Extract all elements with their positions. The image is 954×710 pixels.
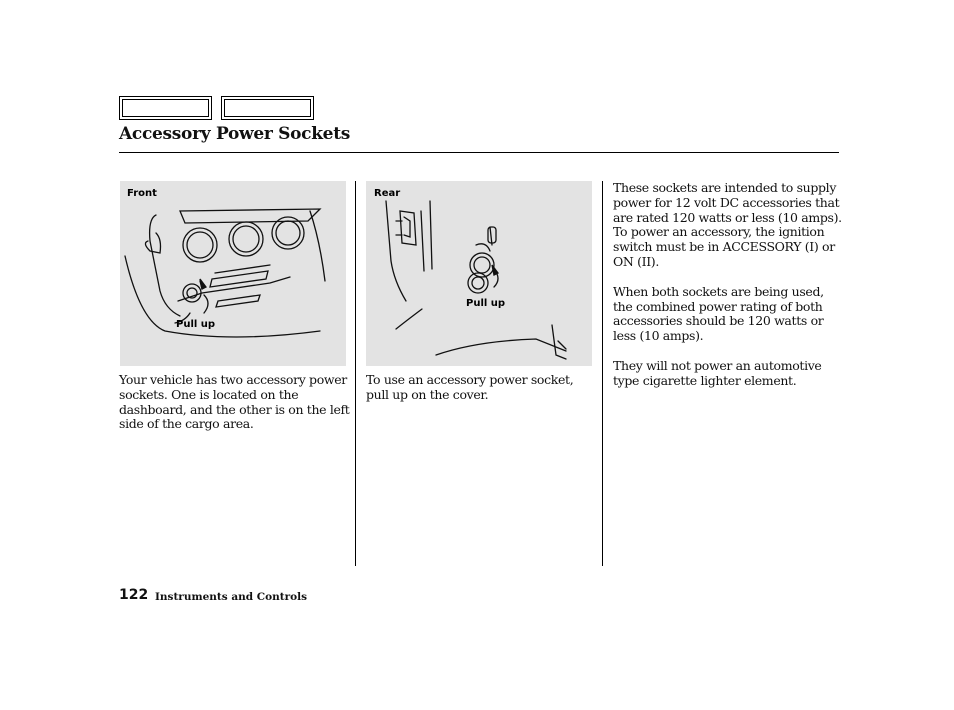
nav-tab-contents[interactable] bbox=[119, 96, 212, 120]
front-pull-up-callout: Pull up bbox=[176, 319, 216, 330]
page-title: Accessory Power Sockets bbox=[119, 124, 351, 144]
column-3-text bbox=[613, 181, 845, 404]
title-divider bbox=[119, 152, 839, 153]
paragraph-socket-rating: These sockets are intended to supply power for 12 volt DC accessories that are rated 120 watts or less (10 amps). To power an accessory, the ignition switch must be in ACCESSORY (I) or ON (II). bbox=[613, 180, 842, 269]
page-number: 122 bbox=[119, 587, 149, 603]
paragraph-lighter-warning: They will not power an automotive type cigarette lighter element. bbox=[613, 357, 822, 388]
rear-pull-up-callout: Pull up bbox=[466, 298, 506, 309]
cargo-area-drawing bbox=[366, 181, 592, 366]
section-name: Instruments and Controls bbox=[155, 591, 308, 603]
rear-socket-illustration bbox=[366, 181, 592, 366]
column-1-text: Your vehicle has two accessory power sockets. One is located on the dashboard, and the other is on the left side of the cargo area. bbox=[119, 372, 350, 432]
front-socket-illustration bbox=[120, 181, 346, 366]
column-2-text: To use an accessory power socket, pull up on the cover. bbox=[366, 372, 574, 402]
rear-figure-label: Rear bbox=[374, 188, 401, 199]
dashboard-drawing bbox=[120, 181, 346, 366]
paragraph-combined-rating: When both sockets are being used, the combined power rating of both accessories should be 120 watts or less (10 amps). bbox=[613, 283, 824, 344]
column-divider bbox=[355, 181, 356, 566]
front-figure-label: Front bbox=[127, 188, 157, 199]
nav-tab-index[interactable] bbox=[221, 96, 314, 120]
column-divider bbox=[602, 181, 603, 566]
